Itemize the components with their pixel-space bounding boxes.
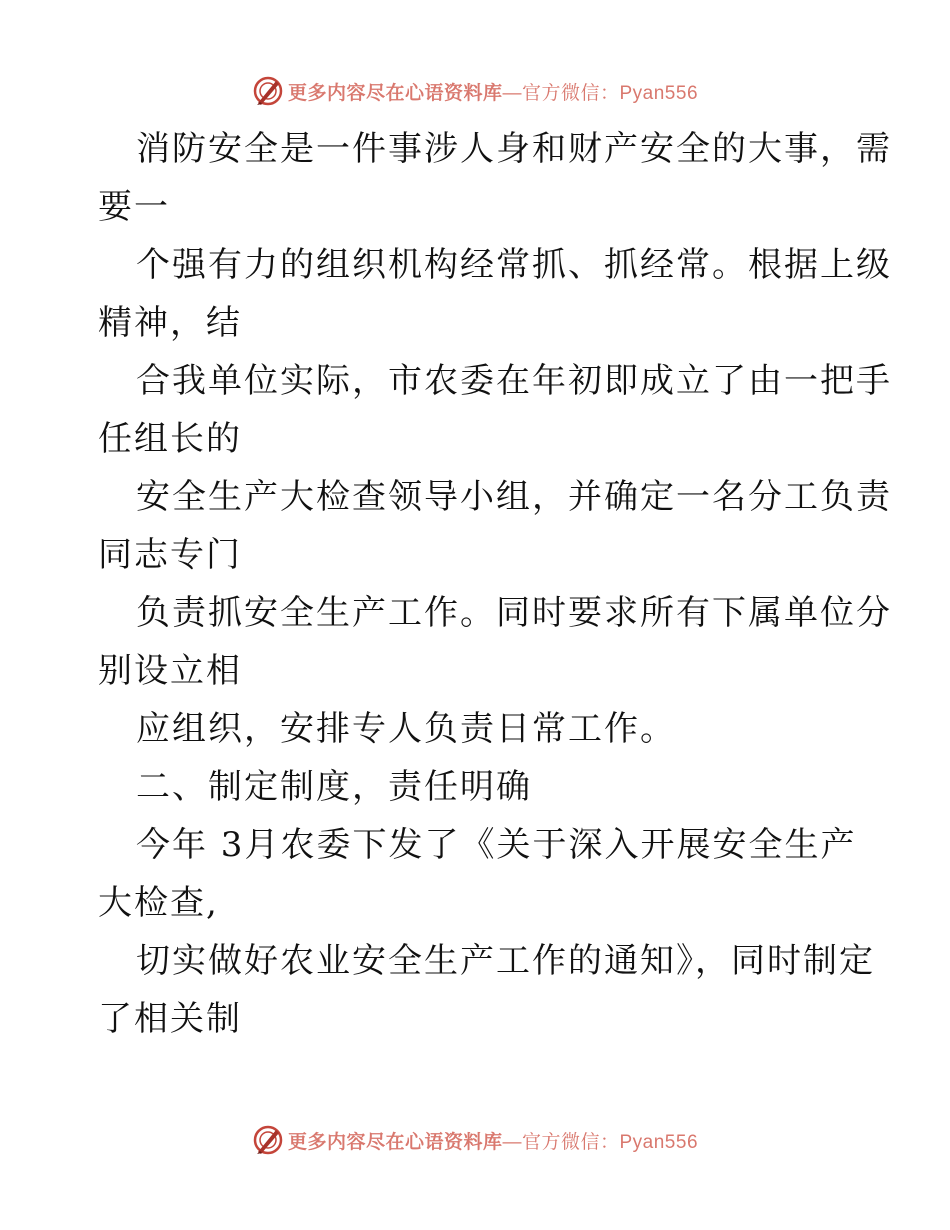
footer-banner-account: Pyan556 [619,1131,699,1153]
footer-banner-text [288,1127,698,1154]
text-line: 切实做好农业安全生产工作的通知》，同时制定 [136,941,875,981]
text-line: 负责抓安全生产工作。同时要求所有下属单位分 [136,593,892,633]
footer-banner [0,1120,950,1160]
header-banner-main: 更多内容尽在心语资料库 [287,82,503,104]
text-line: 别设立相 [98,651,242,691]
footer-banner-label: 官方微信： [521,1131,620,1153]
text-line: 同志专门 [98,535,242,575]
pen-seal-icon [252,75,284,107]
header-banner-account: Pyan556 [619,82,699,104]
text-line: 大检查, [98,883,219,923]
section-heading: 二、制定制度，责任明确 [136,767,532,807]
text-line: 任组长的 [98,419,242,459]
header-banner-label: 官方微信： [521,82,620,104]
text-line: 今年 3月农委下发了《关于深入开展安全生产 [136,825,857,865]
text-line: 消防安全是一件事涉人身和财产安全的大事，需 [136,129,892,169]
header-banner-text [288,78,698,105]
text-line: 安全生产大检查领导小组，并确定一名分工负责 [136,477,892,517]
header-banner-dash: — [502,82,522,104]
text-line: 个强有力的组织机构经常抓、抓经常。根据上级 [136,245,892,285]
footer-banner-dash: — [502,1131,522,1153]
text-line: 精神，结 [98,303,242,343]
body-text [98,120,892,1048]
text-line: 要一 [98,187,170,227]
footer-banner-main: 更多内容尽在心语资料库 [287,1131,503,1153]
pen-seal-icon [252,1124,284,1156]
header-banner [0,71,950,111]
text-line: 应组织，安排专人负责日常工作。 [136,709,676,749]
text-line: 合我单位实际，市农委在年初即成立了由一把手 [136,361,892,401]
text-line: 了相关制 [98,999,242,1039]
